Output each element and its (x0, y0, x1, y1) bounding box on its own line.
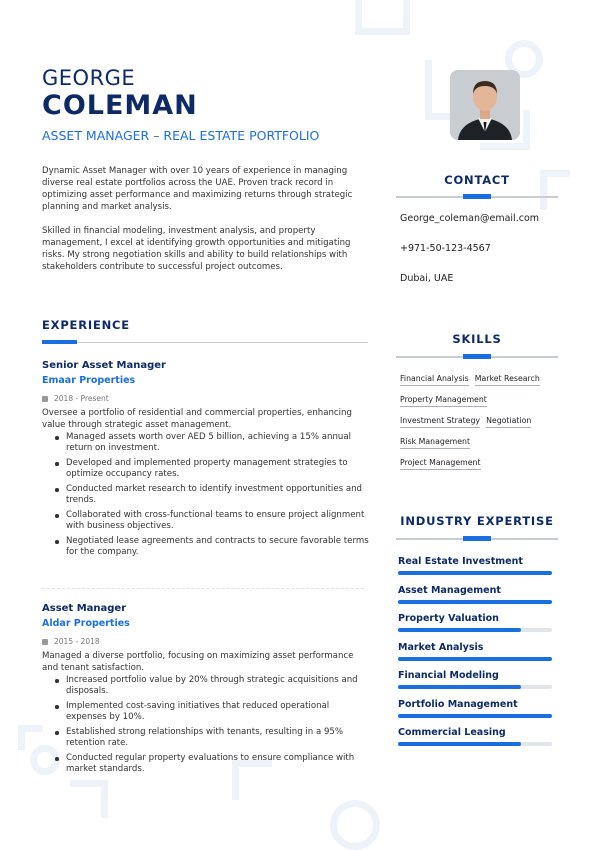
decorative-shape (70, 780, 108, 818)
skill-row (400, 416, 560, 428)
skills-heading: SKILLS (452, 332, 502, 346)
expertise-label: Asset Management (398, 584, 501, 596)
expertise-level-fill (398, 714, 552, 718)
summary-paragraph: Skilled in financial modeling, investment analysis, and property management, I excel at identifying growth opportunities and mitigating risks. My strong negotiation skills and ability to build relationships with stakeholders contribute to successful project outcomes. (42, 226, 351, 272)
expertise-label: Real Estate Investment (398, 556, 523, 567)
expertise-item (398, 670, 554, 699)
skill-tag: Project Management (400, 458, 481, 470)
job-bullet: Conducted market research to identify investment opportunities and trends. (42, 484, 372, 506)
job-role: Asset Manager (42, 603, 127, 614)
expertise-level-track (398, 571, 552, 575)
expertise-level-track (398, 657, 552, 661)
section-divider (42, 342, 368, 343)
expertise-level-track (398, 685, 552, 689)
skill-tag: Investment Strategy (400, 416, 480, 428)
job-entry (42, 360, 372, 562)
expertise-level-fill (398, 657, 552, 661)
expertise-label: Financial Modeling (398, 670, 499, 681)
job-company: Aldar Properties (42, 618, 130, 629)
portrait-image (450, 70, 520, 140)
calendar-icon (42, 639, 48, 645)
expertise-item (398, 727, 554, 756)
expertise-item (398, 699, 554, 728)
expertise-label: Portfolio Management (398, 698, 518, 710)
expertise-level-track (398, 714, 552, 718)
skill-tag: Risk Management (400, 437, 470, 449)
profile-summary (42, 165, 372, 285)
expertise-list (398, 556, 554, 756)
expertise-label: Property Valuation (398, 613, 499, 624)
expertise-level-fill (398, 628, 521, 632)
job-bullets (42, 432, 372, 558)
summary-paragraph: Dynamic Asset Manager with over 10 years of experience in managing diverse real estate portfolios across the UAE. Proven track record in optimizing asset performance and maximizing returns through strategic planning and market analysis. (42, 166, 353, 212)
skill-row (400, 395, 560, 407)
job-company: Emaar Properties (42, 375, 136, 386)
skill-tag: Property Management (400, 395, 487, 407)
expertise-level-fill (398, 742, 521, 746)
expertise-item (398, 642, 554, 671)
expertise-heading: INDUSTRY EXPERTISE (400, 514, 554, 528)
expertise-level-track (398, 600, 552, 604)
job-dates-text: 2015 - 2018 (54, 637, 100, 646)
contact-heading: CONTACT (444, 173, 510, 187)
contact-phone[interactable]: +971-50-123-4567 (400, 243, 491, 254)
expertise-label: Market Analysis (398, 641, 484, 653)
job-bullets (42, 675, 372, 775)
job-dates-text: 2018 - Present (54, 394, 109, 403)
job-description: Managed a diverse portfolio, focusing on maximizing asset performance and tenant satisfaction. (42, 651, 354, 673)
skill-row (400, 458, 560, 470)
skill-row (400, 374, 560, 386)
skill-tag: Market Research (475, 374, 540, 386)
job-dates (42, 637, 372, 646)
expertise-level-fill (398, 685, 521, 689)
decorative-shape (18, 725, 43, 750)
job-title: ASSET MANAGER – REAL ESTATE PORTFOLIO (42, 128, 320, 143)
profile-photo (450, 70, 520, 140)
last-name: COLEMAN (42, 90, 198, 121)
expertise-item (398, 556, 554, 585)
job-bullet: Implemented cost-saving initiatives that reduced operational expenses by 10%. (42, 701, 372, 723)
skills-list (400, 374, 560, 479)
experience-heading: EXPERIENCE (42, 318, 130, 332)
job-bullet: Collaborated with cross-functional teams to ensure project alignment with business objectives. (42, 510, 372, 532)
job-bullet: Established strong relationships with tenants, resulting in a 95% retention rate. (42, 727, 372, 749)
expertise-label: Commercial Leasing (398, 727, 506, 738)
job-separator (42, 588, 364, 589)
job-bullet: Developed and implemented property management strategies to optimize occupancy rates. (42, 458, 372, 480)
job-dates (42, 394, 372, 403)
job-role: Senior Asset Manager (42, 360, 166, 371)
contact-location: Dubai, UAE (400, 273, 454, 284)
section-divider-accent (463, 354, 491, 359)
contact-email[interactable]: George_coleman@email.com (400, 213, 540, 224)
expertise-level-track (398, 742, 552, 746)
skill-tag: Negotiation (486, 416, 531, 428)
expertise-item (398, 613, 554, 642)
expertise-level-fill (398, 600, 552, 604)
skill-row (400, 437, 560, 449)
section-divider-accent (463, 536, 491, 541)
decorative-shape (330, 800, 380, 850)
expertise-level-fill (398, 571, 552, 575)
calendar-icon (42, 396, 48, 402)
expertise-level-track (398, 628, 552, 632)
job-entry (42, 603, 372, 779)
section-divider-accent (463, 194, 491, 199)
expertise-item (398, 585, 554, 614)
skill-tag: Financial Analysis (400, 374, 469, 386)
job-bullet: Conducted regular property evaluations to ensure compliance with market standards. (42, 753, 372, 775)
job-bullet: Increased portfolio value by 20% through strategic acquisitions and disposals. (42, 675, 372, 697)
job-description: Oversee a portfolio of residential and commercial properties, enhancing value through strategic asset management. (42, 408, 352, 430)
decorative-shape (355, 0, 410, 35)
section-divider-accent (42, 340, 77, 344)
job-bullet: Negotiated lease agreements and contracts to secure favorable terms for the company. (42, 536, 372, 558)
job-bullet: Managed assets worth over AED 5 billion, achieving a 15% annual return on investment. (42, 432, 372, 454)
first-name: GEORGE (42, 66, 136, 90)
